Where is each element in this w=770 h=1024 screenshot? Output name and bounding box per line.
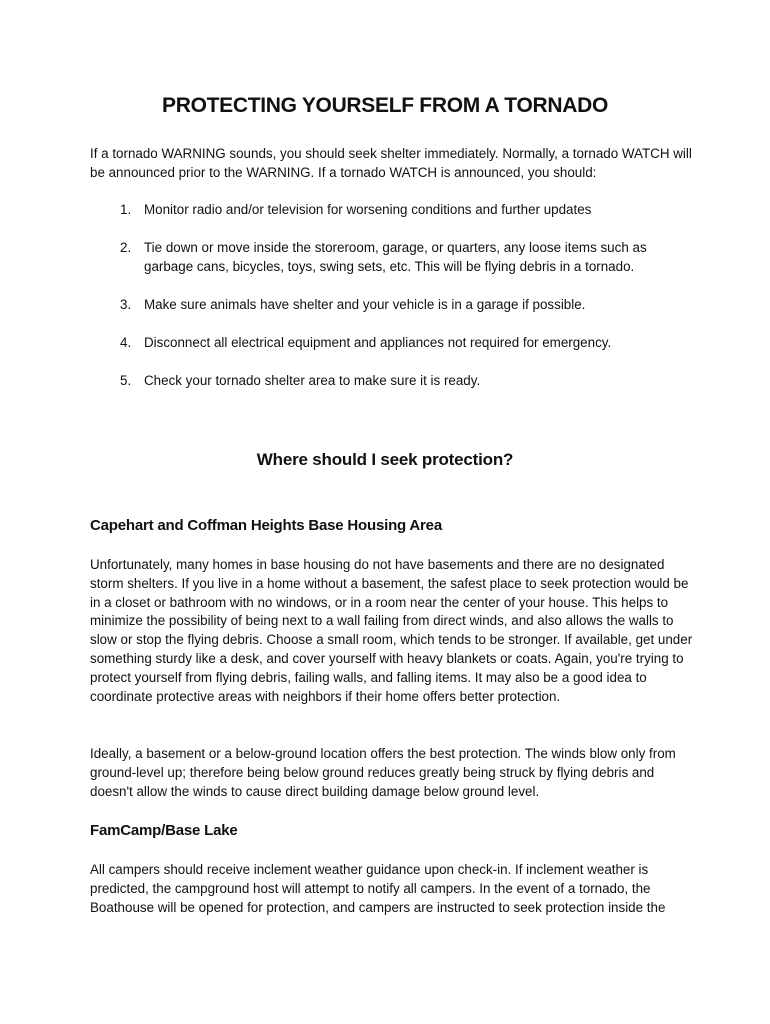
- list-number: 5.: [120, 373, 132, 388]
- housing-paragraph-1: Unfortunately, many homes in base housing do not have basements and there are no designated storm shelters. If you live in a home without a basement, the safest place to seek protection would be in a closet or bathroom with no windows, or in a room near the center of your house. This helps to minimize the possibility of being next to a wall failing from direct winds, and also allows the walls to slow or stop the flying debris. Choose a small room, which tends to be stronger. If available, get under something sturdy like a desk, and cover yourself with heavy blankets or coats. Again, you're trying to protect yourself from flying debris, failing walls, and falling items. It may also be a good idea to coordinate protective areas with neighbors if their home offers better protection.: [90, 557, 693, 704]
- list-text: Monitor radio and/or television for worsening conditions and further updates: [144, 202, 592, 217]
- famcamp-paragraph-1: All campers should receive inclement weather guidance upon check-in. If inclement weather is predicted, the campground host will attempt to notify all campers. In the event of a tornado, the Boathouse will be opened for protection, and campers are instructed to seek protection inside the: [90, 862, 666, 915]
- list-number: 2.: [120, 240, 132, 255]
- intro-paragraph: If a tornado WARNING sounds, you should seek shelter immediately. Normally, a tornado WATCH will be announced prior to the WARNING. If a tornado WATCH is announced, you should:: [90, 146, 692, 180]
- list-text: Check your tornado shelter area to make sure it is ready.: [144, 373, 481, 388]
- housing-paragraph-2: Ideally, a basement or a below-ground location offers the best protection. The winds blow only from ground-level up; therefore being below ground reduces greatly being struck by flying debris and doesn't allow the winds to cause direct building damage below ground level.: [90, 746, 676, 799]
- list-text: Tie down or move inside the storeroom, garage, or quarters, any loose items such as garbage cans, bicycles, toys, swing sets, etc. This will be flying debris in a tornado.: [144, 240, 647, 274]
- list-item: [120, 239, 680, 277]
- list-text: Disconnect all electrical equipment and appliances not required for emergency.: [144, 335, 612, 350]
- famcamp-heading: FamCamp/Base Lake: [90, 822, 238, 839]
- list-item: [120, 201, 680, 220]
- list-text: Make sure animals have shelter and your vehicle is in a garage if possible.: [144, 297, 586, 312]
- page-title: PROTECTING YOURSELF FROM A TORNADO: [162, 94, 608, 117]
- list-number: 1.: [120, 202, 132, 217]
- list-item: [120, 334, 680, 353]
- list-number: 3.: [120, 297, 132, 312]
- section-heading: Where should I seek protection?: [256, 450, 514, 469]
- housing-heading: Capehart and Coffman Heights Base Housing Area: [90, 517, 442, 534]
- list-item: [120, 296, 680, 315]
- list-number: 4.: [120, 335, 132, 350]
- list-item: [120, 372, 680, 391]
